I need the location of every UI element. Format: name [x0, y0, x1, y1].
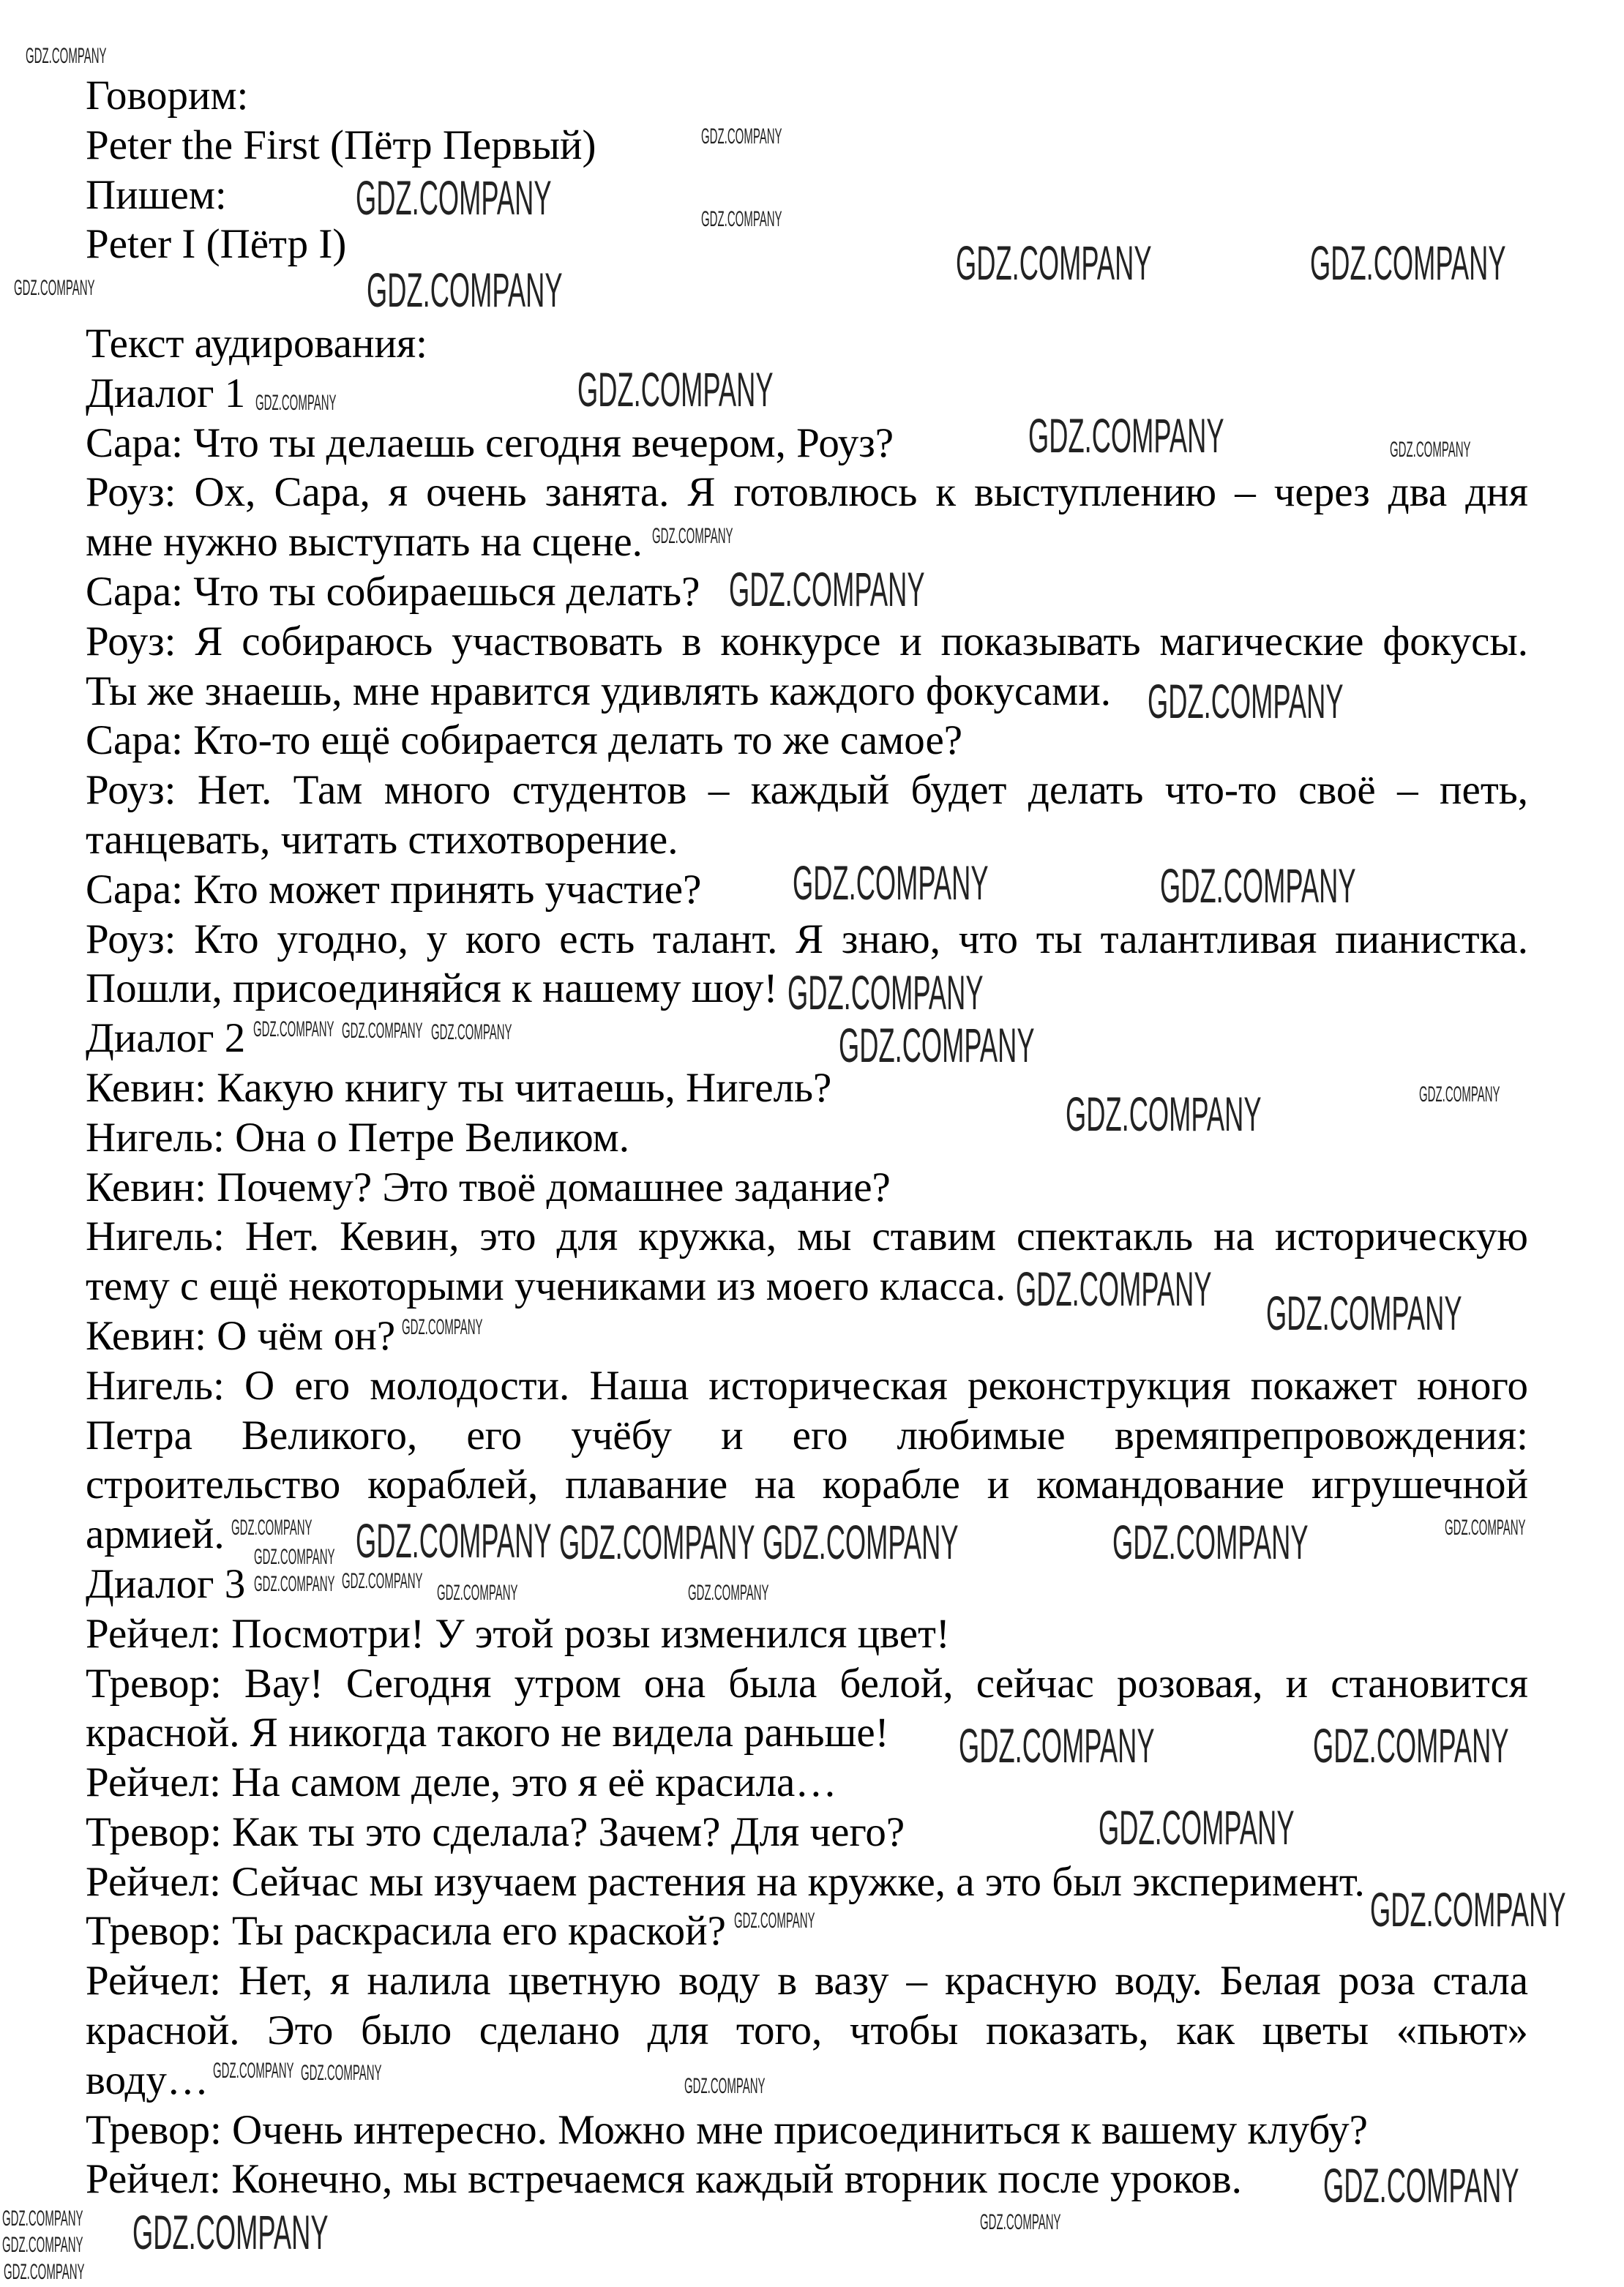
replica-line: красной. Я никогда такого не видела раньше!: [86, 1710, 889, 1756]
replica-line: Тревор: Как ты это сделала? Зачем? Для чего?: [86, 1808, 905, 1855]
watermark: GDZ.COMPANY: [254, 1572, 335, 1596]
watermark: GDZ.COMPANY: [734, 1909, 815, 1933]
watermark: GDZ.COMPANY: [959, 1718, 1155, 1773]
watermark: GDZ.COMPANY: [213, 2059, 294, 2083]
watermark: GDZ.COMPANY: [956, 236, 1152, 290]
replica: [86, 2106, 1528, 2155]
replica-line: Роуз: Ох, Сара, я очень занята. Я готовлюсь к выступлению – через два дня: [86, 469, 1528, 516]
replica-line: Нигель: Она о Петре Великом.: [86, 1114, 630, 1161]
replica-line: Роуз: Нет. Там много студентов – каждый будет делать что-то своё – петь,: [86, 767, 1528, 814]
replica-line: Ты же знаешь, мне нравится удивлять каждого фокусами.: [86, 667, 1111, 714]
watermark: GDZ.COMPANY: [253, 1017, 334, 1041]
replica-line: Кевин: Почему? Это твоё домашнее задание?: [86, 1164, 891, 1210]
watermark: GDZ.COMPANY: [1028, 408, 1224, 463]
watermark: GDZ.COMPANY: [2, 2206, 83, 2231]
replica: [86, 1659, 1528, 1759]
replica-line: армией.: [86, 1511, 225, 1558]
watermark: GDZ.COMPANY: [688, 1581, 769, 1605]
watermark: GDZ.COMPANY: [342, 1569, 423, 1593]
watermark: GDZ.COMPANY: [1445, 1516, 1526, 1540]
dialogue-title: Диалог 2: [86, 1015, 246, 1062]
watermark: GDZ.COMPANY: [402, 1315, 483, 1339]
watermark: GDZ.COMPANY: [839, 1018, 1035, 1072]
replica-line: Нигель: Нет. Кевин, это для кружка, мы ставим спектакль на историческую: [86, 1213, 1528, 1260]
dialogue-title: Диалог 3: [86, 1560, 246, 1607]
watermark: GDZ.COMPANY: [787, 965, 984, 1019]
watermark: GDZ.COMPANY: [684, 2074, 766, 2098]
write-label: Пишем:: [86, 171, 227, 218]
watermark: GDZ.COMPANY: [132, 2205, 329, 2259]
speak-label: Говорим:: [86, 72, 249, 119]
watermark: GDZ.COMPANY: [2, 2233, 83, 2257]
replica-line: Роуз: Кто угодно, у кого есть талант. Я знаю, что ты талантливая пианистка.: [86, 916, 1528, 962]
watermark: GDZ.COMPANY: [701, 124, 782, 149]
watermark: GDZ.COMPANY: [793, 856, 989, 910]
replica-line: красной. Это было сделано для того, чтобы показать, как цветы «пьют»: [86, 2007, 1528, 2054]
watermark: GDZ.COMPANY: [1313, 1718, 1509, 1773]
replica-line: Тревор: Ты раскрасила его краской?: [86, 1908, 726, 1955]
watermark: GDZ.COMPANY: [1266, 1286, 1462, 1340]
replica-line: Пошли, присоединяйся к нашему шоу!: [86, 965, 778, 1012]
replica: [86, 468, 1528, 567]
replica: [86, 419, 1528, 468]
replica-line: Тревор: Вау! Сегодня утром она была белой, сейчас розовая, и становится: [86, 1660, 1528, 1707]
replica-line: Петра Великого, его учёбу и его любимые времяпрепровождения:: [86, 1412, 1528, 1459]
watermark: GDZ.COMPANY: [1370, 1882, 1566, 1936]
replica: [86, 1163, 1528, 1213]
watermark: GDZ.COMPANY: [231, 1516, 313, 1540]
replica-line: Рейчел: Посмотри! У этой розы изменился цвет!: [86, 1610, 950, 1657]
replica: [86, 2155, 1528, 2204]
replica: [86, 766, 1528, 865]
replica-line: танцевать, читать стихотворение.: [86, 816, 678, 863]
watermark: GDZ.COMPANY: [26, 44, 107, 68]
watermark: GDZ.COMPANY: [301, 2061, 382, 2085]
watermark: GDZ.COMPANY: [1323, 2158, 1519, 2212]
watermark: GDZ.COMPANY: [14, 276, 95, 300]
watermark: GDZ.COMPANY: [559, 1515, 755, 1569]
watermark: GDZ.COMPANY: [652, 524, 733, 548]
watermark: GDZ.COMPANY: [431, 1020, 512, 1044]
dialogue-3: [86, 1560, 1528, 2204]
replica-line: Кевин: Какую книгу ты читаешь, Нигель?: [86, 1064, 832, 1111]
replica-line: Сара: Что ты собираешься делать?: [86, 568, 700, 615]
watermark: GDZ.COMPANY: [255, 391, 337, 415]
watermark: GDZ.COMPANY: [729, 562, 925, 616]
watermark: GDZ.COMPANY: [342, 1019, 423, 1043]
watermark: GDZ.COMPANY: [1310, 236, 1506, 290]
replica-line: Рейчел: Сейчас мы изучаем растения на кружке, а это был эксперимент.: [86, 1858, 1365, 1905]
watermark: GDZ.COMPANY: [1066, 1087, 1262, 1141]
replica-line: Сара: Кто может принять участие?: [86, 866, 702, 913]
watermark: GDZ.COMPANY: [1016, 1262, 1212, 1316]
watermark: GDZ.COMPANY: [1112, 1515, 1309, 1569]
replica: [86, 1113, 1528, 1163]
watermark: GDZ.COMPANY: [1099, 1800, 1295, 1854]
watermark: GDZ.COMPANY: [1148, 674, 1344, 728]
watermark: GDZ.COMPANY: [356, 171, 552, 225]
watermark: GDZ.COMPANY: [577, 362, 774, 416]
replica: [86, 1063, 1528, 1113]
watermark: GDZ.COMPANY: [4, 2260, 85, 2284]
watermark: GDZ.COMPANY: [356, 1513, 552, 1568]
watermark: GDZ.COMPANY: [367, 263, 563, 317]
replica: [86, 1758, 1528, 1808]
watermark: GDZ.COMPANY: [1160, 858, 1356, 913]
watermark: GDZ.COMPANY: [1419, 1082, 1500, 1107]
replica-line: Кевин: О чём он?: [86, 1312, 396, 1359]
transcript-title: Текст аудирования:: [86, 320, 428, 367]
watermark: GDZ.COMPANY: [437, 1581, 518, 1605]
replica-line: мне нужно выступать на сцене.: [86, 519, 643, 566]
replica-line: Рейчел: Конечно, мы встречаемся каждый вторник после уроков.: [86, 2156, 1242, 2203]
replica: [86, 1808, 1528, 1857]
watermark: GDZ.COMPANY: [980, 2210, 1061, 2234]
write-value: Peter I (Пётр I): [86, 221, 347, 268]
replica: [86, 1857, 1528, 1907]
watermark: GDZ.COMPANY: [1390, 438, 1471, 462]
watermark: GDZ.COMPANY: [701, 207, 782, 231]
watermark: GDZ.COMPANY: [254, 1545, 335, 1569]
replica-line: Сара: Что ты делаешь сегодня вечером, Роуз?: [86, 419, 894, 466]
replica-line: Сара: Кто-то ещё собирается делать то же самое?: [86, 717, 963, 764]
replica-line: тему с ещё некоторыми учениками из моего класса.: [86, 1263, 1006, 1310]
replica-line: воду…: [86, 2056, 209, 2103]
replica: [86, 1609, 1528, 1659]
speak-value: Peter the First (Пётр Первый): [86, 121, 596, 168]
replica-line: Рейчел: На самом деле, это я её красила…: [86, 1759, 837, 1806]
replica-line: Рейчел: Нет, я налила цветную воду в вазу – красную воду. Белая роза стала: [86, 1958, 1528, 2005]
replica-line: Тревор: Очень интересно. Можно мне присоединиться к вашему клубу?: [86, 2106, 1368, 2153]
watermark: GDZ.COMPANY: [763, 1515, 959, 1569]
replica-line: строительство кораблей, плавание на корабле и командование игрушечной: [86, 1461, 1528, 1508]
replica-line: Роуз: Я собираюсь участвовать в конкурсе и показывать магические фокусы.: [86, 618, 1528, 665]
dialogue-title: Диалог 1: [86, 370, 246, 416]
replica-line: Нигель: О его молодости. Наша историческая реконструкция покажет юного: [86, 1362, 1528, 1409]
